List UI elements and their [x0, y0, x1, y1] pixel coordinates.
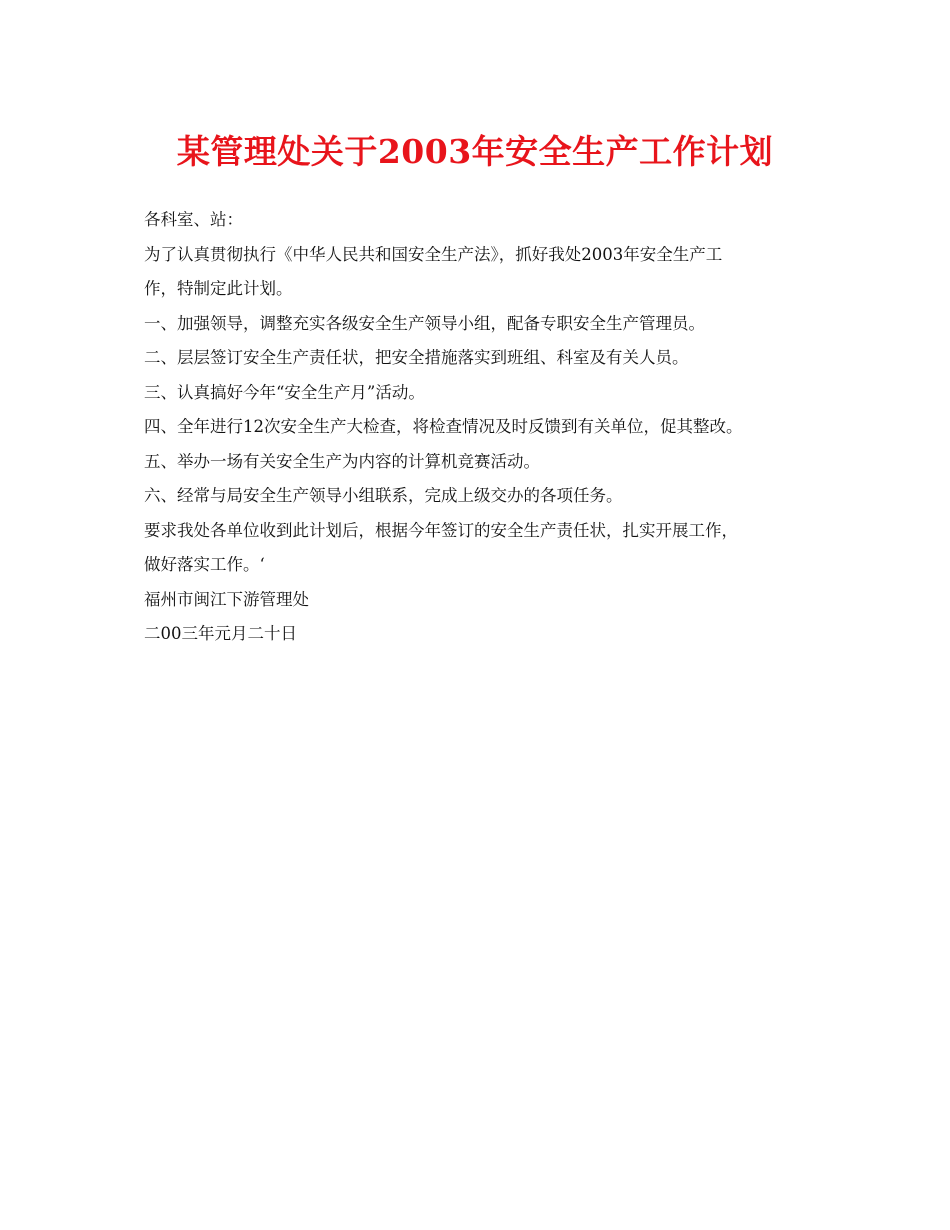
- item-3-line: 三、认真搞好今年“安全生产月”活动。: [144, 382, 425, 402]
- intro-line-2: 作，特制定此计划。: [144, 279, 293, 298]
- item-2-line: 二、层层签订安全生产责任状，把安全措施落实到班组、科室及有关人员。: [144, 348, 689, 367]
- requirement-line-2: 做好落实工作。‘: [144, 555, 265, 574]
- signature-organization: 福州市闽江下游管理处: [144, 589, 309, 609]
- signature-date: 二00三年元月二十日: [144, 624, 297, 643]
- item-4-line: 四、全年进行12次安全生产大检查，将检查情况及时反馈到有关单位，促其整改。: [144, 417, 743, 436]
- document-body: [144, 203, 824, 652]
- item-1-line: 一、加强领导，调整充实各级安全生产领导小组，配备专职安全生产管理员。: [144, 313, 705, 333]
- salutation-line: 各科室、站：: [144, 210, 243, 229]
- document-title: 某管理处关于2003年安全生产工作计划: [176, 132, 774, 171]
- requirement-line-1: 要求我处各单位收到此计划后，根据今年签订的安全生产责任状，扎实开展工作，: [144, 520, 738, 540]
- item-5-line: 五、举办一场有关安全生产为内容的计算机竞赛活动。: [144, 451, 540, 471]
- item-6-line: 六、经常与局安全生产领导小组联系，完成上级交办的各项任务。: [144, 486, 623, 505]
- intro-line-1: 为了认真贯彻执行《中华人民共和国安全生产法》，抓好我处2003年安全生产工: [144, 244, 723, 264]
